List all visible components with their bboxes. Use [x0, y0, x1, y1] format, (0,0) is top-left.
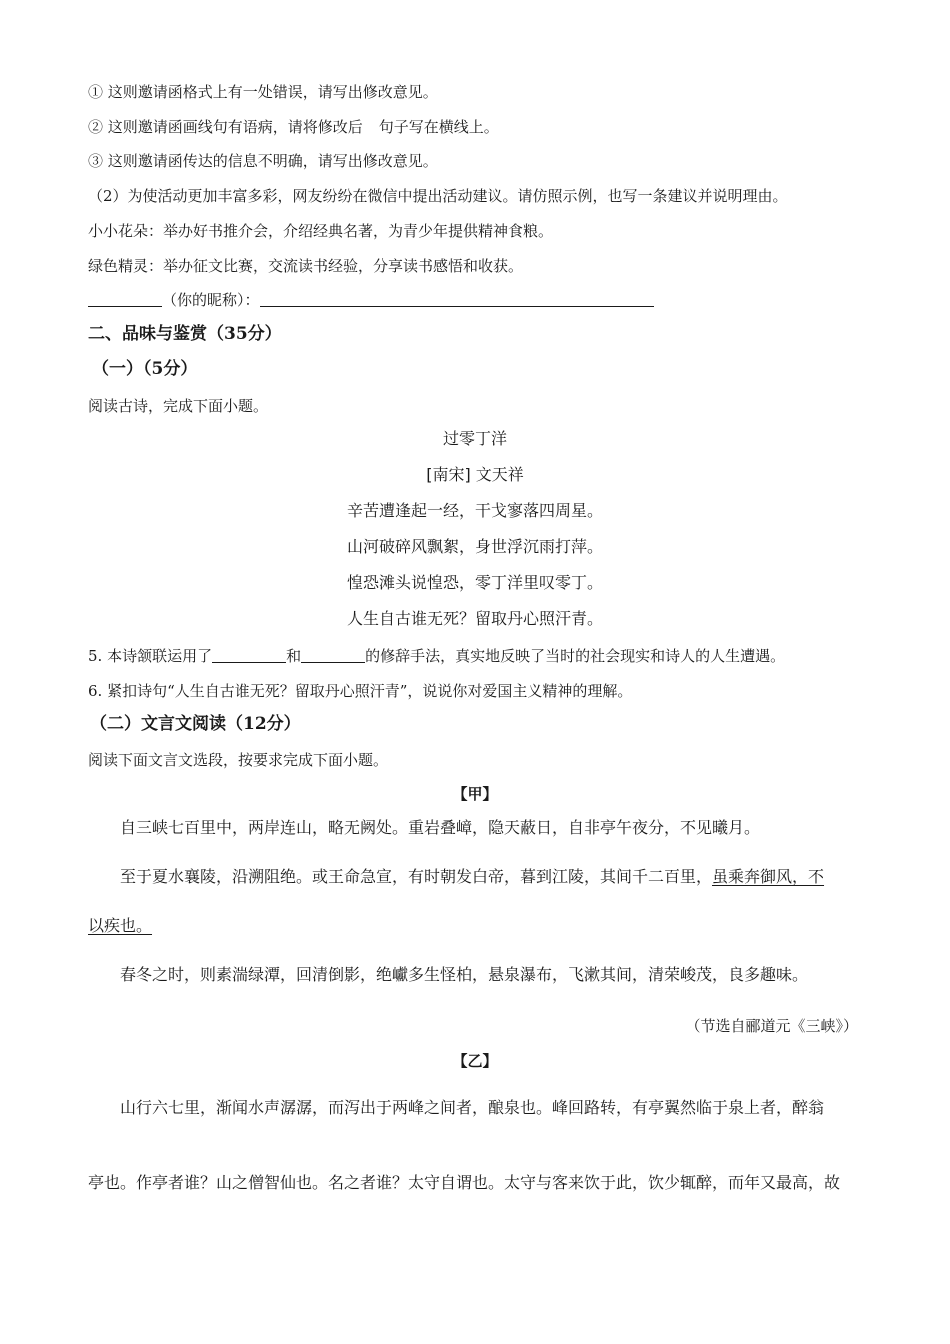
question-line: ③ 这则邀请函传达的信息不明确，请写出修改意见。	[88, 152, 438, 170]
nickname-line	[88, 290, 654, 310]
poem-line: 辛苦遭逢起一经，干戈寥落四周星。	[346, 501, 603, 520]
passage-source: （节选自郦道元《三峡》）	[685, 1017, 858, 1035]
section-title: 二、品味与鉴赏（35分）	[88, 324, 282, 344]
passage-paragraph: 自三峡七百里中，两岸连山，略无阙处。重岩叠嶂，隐天蔽日，自非亭午夜分，不见曦月。	[120, 818, 761, 837]
poem-title: 过零丁洋	[442, 429, 507, 448]
question-5	[88, 646, 785, 666]
poem-line: 惶恐滩头说惶恐，零丁洋里叹零丁。	[346, 573, 603, 592]
question-text: 的修辞手法，真实地反映了当时的社会现实和诗人的人生遭遇。	[365, 647, 786, 665]
passage-paragraph	[88, 916, 152, 936]
example-line: 绿色精灵：举办征文比赛，交流读书经验，分享读书感悟和收获。	[88, 257, 524, 275]
passage-paragraph	[120, 867, 824, 887]
nickname-blank[interactable]	[88, 292, 162, 307]
passage-label: 【乙】	[452, 1052, 498, 1070]
instruction: 阅读古诗，完成下面小题。	[88, 397, 269, 415]
question-line: ① 这则邀请函格式上有一处错误，请写出修改意见。	[88, 83, 438, 101]
question-text: 和	[286, 647, 302, 665]
underlined-sentence: 以疾也。	[88, 916, 153, 935]
poem-author: [南宋] 文天祥	[426, 465, 524, 484]
passage-text: 至于夏水襄陵，沿溯阻绝。或王命急宣，有时朝发白帝，暮到江陵，其间千二百里，	[120, 867, 713, 886]
question-line: （2）为使活动更加丰富多彩，网友纷纷在微信中提出活动建议。请仿照示例，也写一条建议并说明理由。	[88, 187, 788, 205]
question-line	[88, 117, 499, 137]
passage-label: 【甲】	[452, 785, 498, 803]
answer-blank[interactable]	[212, 648, 286, 663]
underlined-sentence: 虽乘奔御风，不	[712, 867, 825, 886]
passage-paragraph: 山行六七里，渐闻水声潺潺，而泻出于两峰之间者，酿泉也。峰回路转，有亭翼然临于泉上者，醉翁	[120, 1098, 825, 1117]
question-text: 5. 本诗颔联运用了	[88, 647, 213, 665]
part-title: （一）（5分）	[92, 359, 198, 379]
question-text: ② 这则邀请函画线句有语病，请将修改后	[88, 118, 363, 136]
answer-blank[interactable]	[301, 648, 365, 663]
instruction: 阅读下面文言文选段，按要求完成下面小题。	[88, 751, 389, 769]
answer-blank[interactable]	[260, 292, 654, 307]
example-line: 小小花朵：举办好书推介会，介绍经典名著，为青少年提供精神食粮。	[88, 222, 554, 240]
passage-paragraph: 亭也。作亭者谁？山之僧智仙也。名之者谁？太守自谓也。太守与客来饮于此，饮少辄醉，而年又最高，故	[88, 1173, 841, 1192]
poem-line: 人生自古谁无死？留取丹心照汗青。	[346, 609, 603, 628]
nickname-label: （你的昵称）：	[162, 291, 260, 309]
poem-line: 山河破碎风飘絮，身世浮沉雨打萍。	[346, 537, 603, 556]
passage-paragraph: 春冬之时，则素湍绿潭，回清倒影，绝巘多生怪柏，悬泉瀑布，飞漱其间，清荣峻茂，良多趣味。	[120, 965, 809, 984]
part-title: （二）文言文阅读（12分）	[90, 714, 301, 734]
question-text: 句子写在横线上。	[378, 118, 499, 136]
question-6: 6. 紧扣诗句“人生自古谁无死？留取丹心照汗青”，说说你对爱国主义精神的理解。	[88, 682, 633, 700]
